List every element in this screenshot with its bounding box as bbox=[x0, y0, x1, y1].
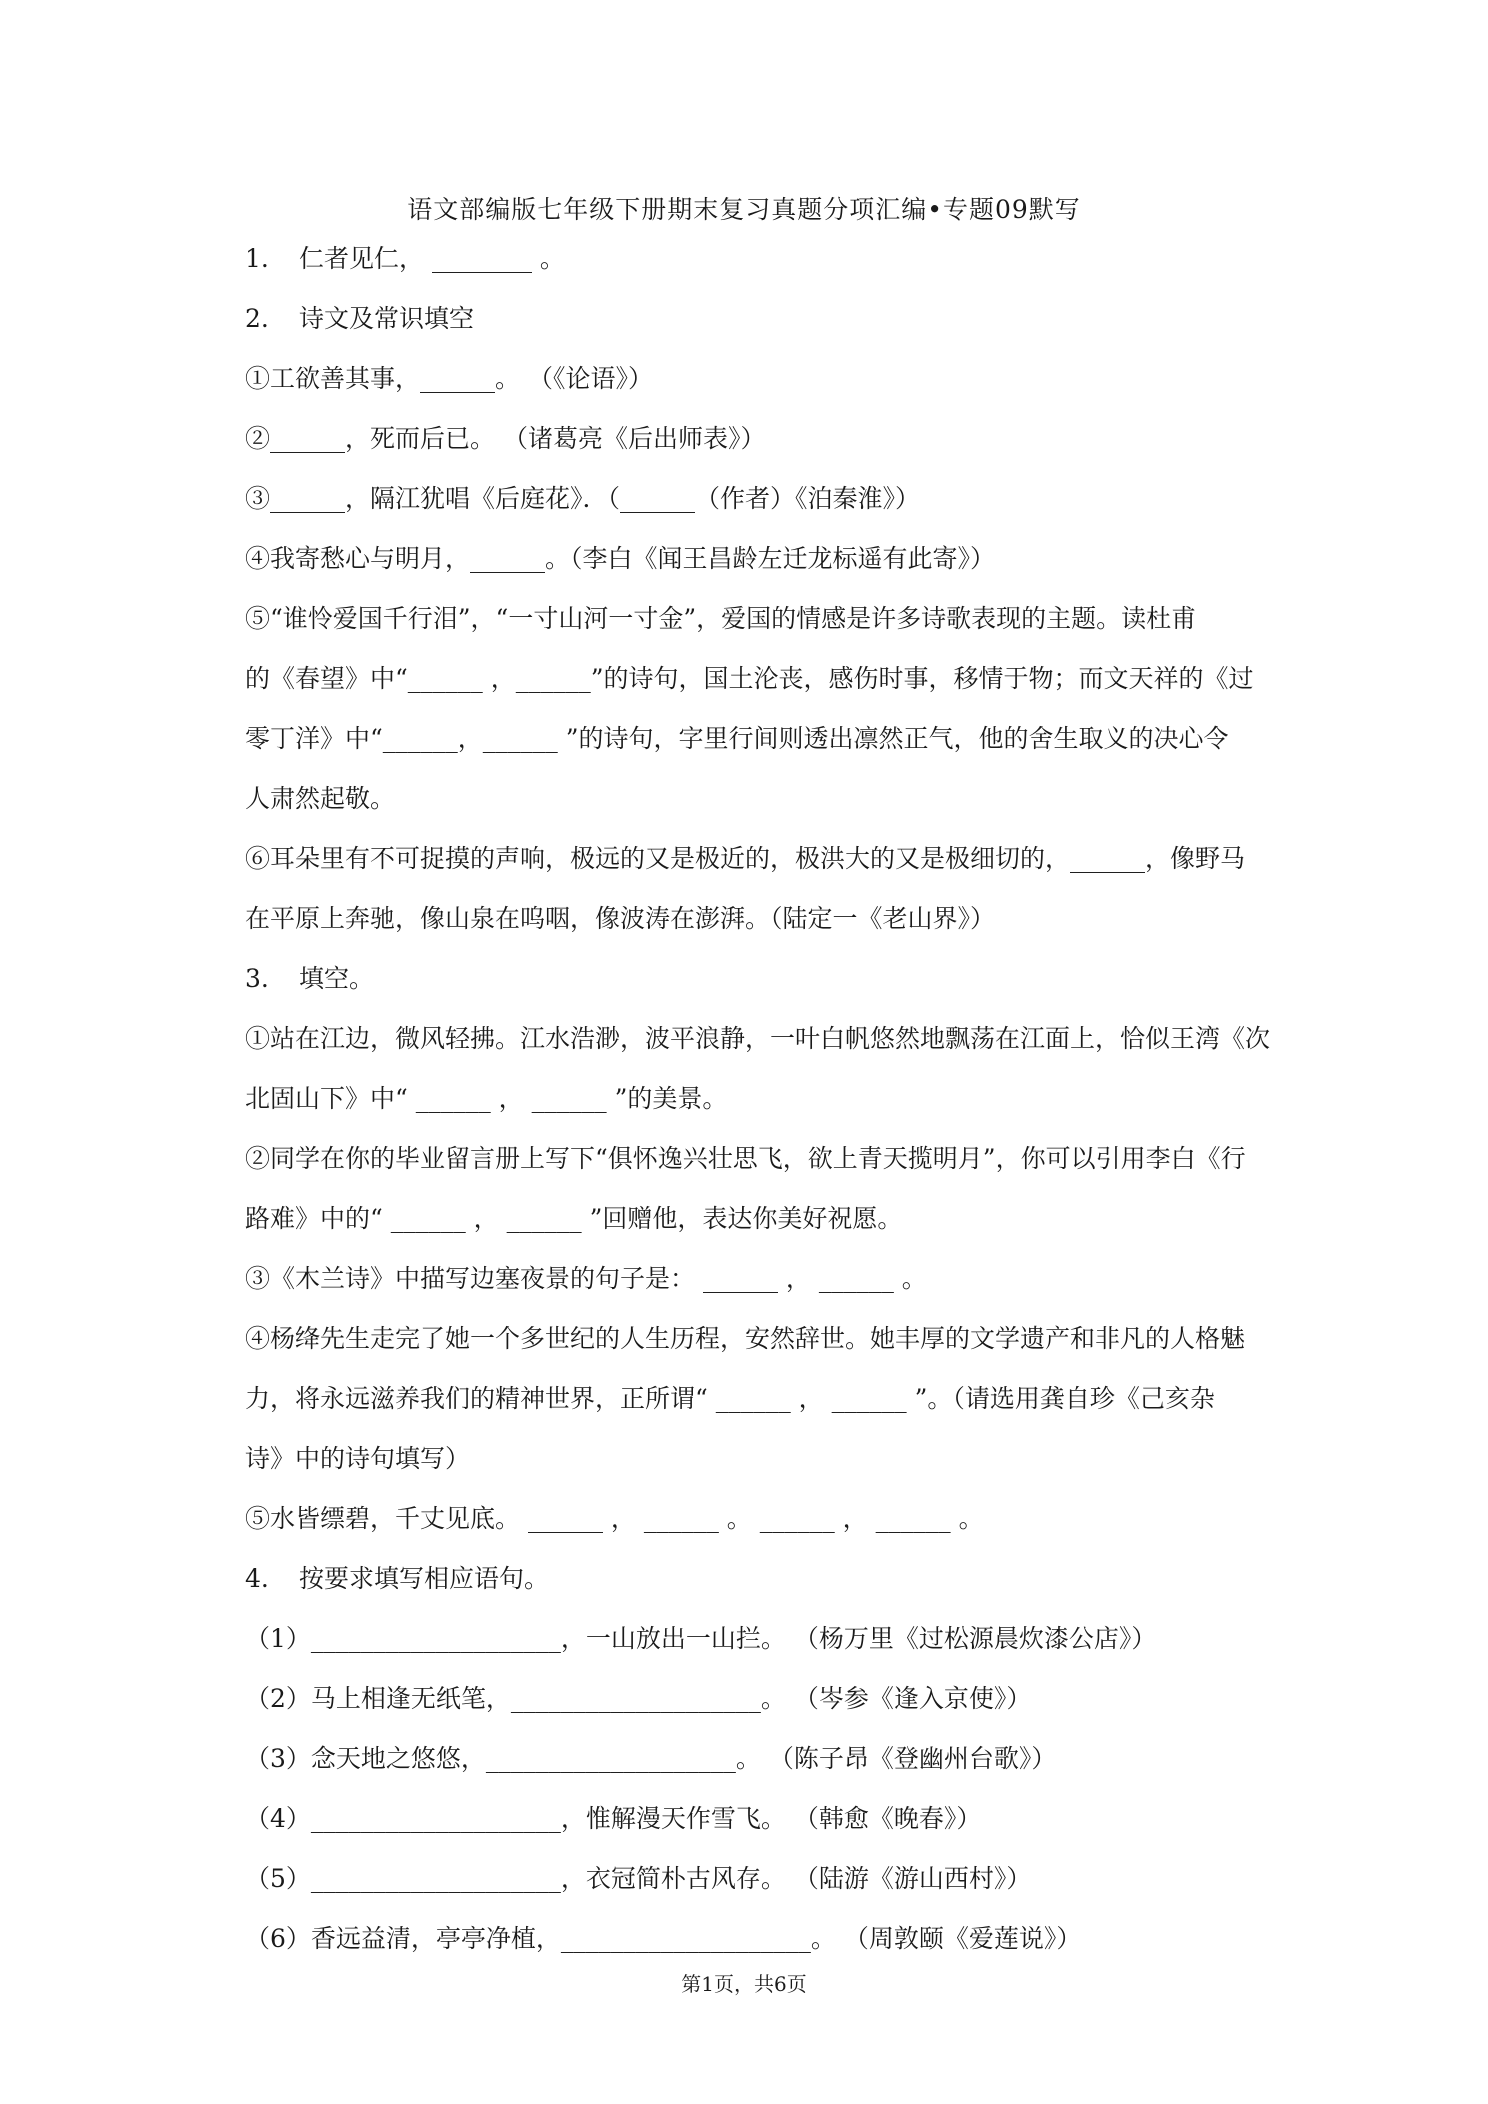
question-2-item-5 bbox=[245, 604, 1295, 814]
question-4-item-1: （1）____________________，一山放出一山拦。 （杨万里《过松源晨炊漆公店》） bbox=[245, 1624, 1157, 1653]
text-line: ②同学在你的毕业留言册上写下“俱怀逸兴壮思飞，欲上青天揽明月”，你可以引用李白《行 bbox=[245, 1144, 1246, 1173]
question-3-item-5: ⑤水皆缥碧，千丈见底。 ______ ， ______ 。 ______ ， ______ 。 bbox=[245, 1504, 984, 1533]
question-3-item-4 bbox=[245, 1324, 1295, 1474]
text-line: 的《春望》中“______ ，______”的诗句，国土沦丧，感伤时事，移情于物；而文天祥的《过 bbox=[245, 664, 1254, 693]
text-line: 北固山下》中“ ______ ， ______ ”的美景。 bbox=[245, 1084, 728, 1113]
question-3-item-2 bbox=[245, 1144, 1295, 1234]
question-3-item-1 bbox=[245, 1024, 1295, 1114]
page-footer: 第1页，共6页 bbox=[681, 1972, 807, 1996]
question-number: 1. bbox=[245, 244, 269, 273]
question-number: 4. bbox=[245, 1564, 269, 1593]
question-3-item-3: ③《木兰诗》中描写边塞夜景的句子是： ______ ， ______ 。 bbox=[245, 1264, 927, 1293]
text-line: 力，将永远滋养我们的精神世界，正所谓“ ______ ， ______ ”。（请选用龚自珍《己亥杂 bbox=[245, 1384, 1215, 1413]
question-4-item-4: （4）____________________，惟解漫天作雪飞。 （韩愈《晚春》） bbox=[245, 1804, 982, 1833]
question-4-title bbox=[245, 1564, 1295, 1594]
page-title: 语文部编版七年级下册期末复习真题分项汇编•专题09默写 bbox=[407, 195, 1081, 224]
text-line: 人肃然起敬。 bbox=[245, 784, 396, 813]
text-line: 零丁洋》中“______，______ ”的诗句，字里行间则透出凛然正气，他的舍生取义的决心令 bbox=[245, 724, 1229, 753]
question-3-title bbox=[245, 964, 1295, 994]
question-2-item-2: ②______，死而后已。 （诸葛亮《后出师表》） bbox=[245, 424, 766, 453]
text-line: ④杨绛先生走完了她一个多世纪的人生历程，安然辞世。她丰厚的文学遗产和非凡的人格魅 bbox=[245, 1324, 1246, 1353]
text-line: 路难》中的“ ______ ， ______ ”回赠他，表达你美好祝愿。 bbox=[245, 1204, 903, 1233]
question-4-item-3: （3）念天地之悠悠，____________________。 （陈子昂《登幽州台歌》） bbox=[245, 1744, 1057, 1773]
question-1 bbox=[245, 244, 1295, 274]
question-number: 3. bbox=[245, 964, 269, 993]
question-2-item-6 bbox=[245, 844, 1295, 934]
text-line: 诗》中的诗句填写） bbox=[245, 1444, 471, 1473]
question-4-item-6: （6）香远益清，亭亭净植，____________________。 （周敦颐《爱莲说》） bbox=[245, 1924, 1082, 1953]
question-2-item-3: ③______，隔江犹唱《后庭花》．（______（作者）《泊秦淮》） bbox=[245, 484, 921, 513]
text-line: ⑥耳朵里有不可捉摸的声响，极远的又是极近的，极洪大的又是极细切的，______，像野马 bbox=[245, 844, 1246, 873]
question-text: 仁者见仁， ________ 。 bbox=[299, 244, 565, 273]
question-2-title bbox=[245, 304, 1295, 334]
text-line: ⑤“谁怜爱国千行泪”，“一寸山河一寸金”，爱国的情感是许多诗歌表现的主题。读杜甫 bbox=[245, 604, 1197, 633]
text-line: ①站在江边，微风轻拂。江水浩渺，波平浪静，一叶白帆悠然地飘荡在江面上，恰似王湾《次 bbox=[245, 1024, 1271, 1053]
question-text: 按要求填写相应语句。 bbox=[299, 1564, 550, 1593]
question-2-item-1: ①工欲善其事，______。 （《论语》） bbox=[245, 364, 653, 393]
question-4-item-2: （2）马上相逢无纸笔，____________________。 （岑参《逢入京使》） bbox=[245, 1684, 1032, 1713]
question-text: 填空。 bbox=[299, 964, 375, 993]
question-list bbox=[245, 244, 1295, 1984]
text-line: 在平原上奔驰，像山泉在呜咽，像波涛在澎湃。（陆定一《老山界》） bbox=[245, 904, 996, 933]
question-text: 诗文及常识填空 bbox=[299, 304, 475, 333]
question-number: 2. bbox=[245, 304, 269, 333]
question-2-item-4: ④我寄愁心与明月，______。（李白《闻王昌龄左迁龙标遥有此寄》） bbox=[245, 544, 996, 573]
question-4-item-5: （5）____________________，衣冠简朴古风存。 （陆游《游山西村》） bbox=[245, 1864, 1032, 1893]
